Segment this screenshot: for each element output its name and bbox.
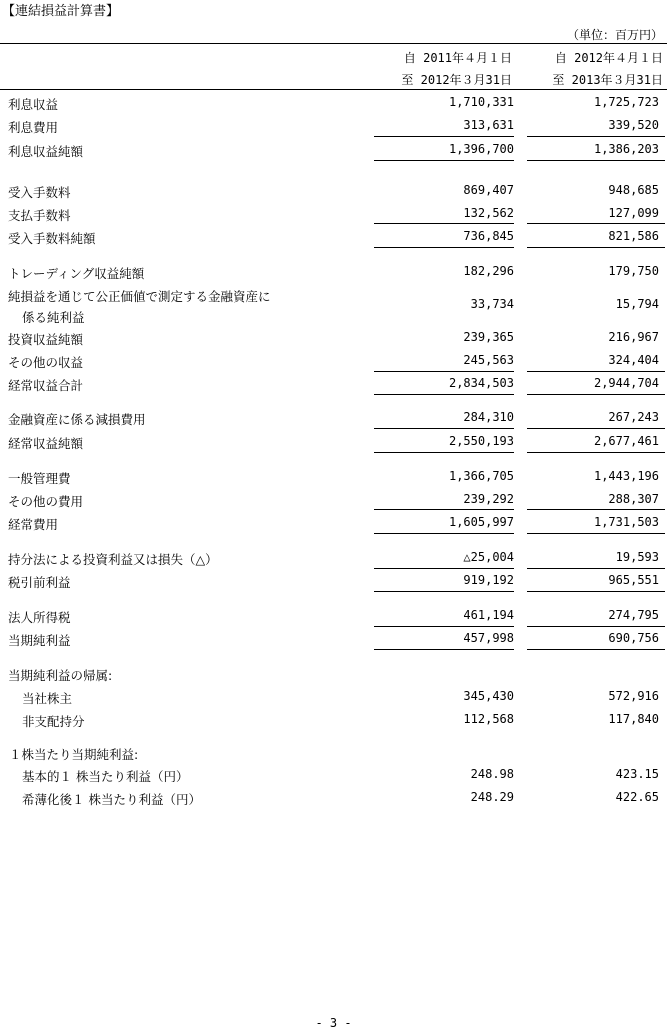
row-value-2013: 274,795 bbox=[608, 608, 659, 622]
row-label: 経常収益合計 bbox=[8, 378, 84, 393]
header-bottom-rule bbox=[0, 89, 667, 90]
row-label: 基本的１ 株当たり利益（円） bbox=[22, 769, 189, 784]
table-row bbox=[0, 181, 667, 203]
row-value-2013: 216,967 bbox=[608, 330, 659, 344]
row-label: その他の収益 bbox=[8, 355, 84, 370]
row-value-2012: 182,296 bbox=[463, 264, 514, 278]
row-label: 当期純利益 bbox=[8, 633, 71, 648]
total-rule bbox=[374, 649, 514, 650]
subtotal-rule bbox=[527, 223, 665, 224]
row-label: 金融資産に係る減損費用 bbox=[8, 412, 146, 427]
total-rule bbox=[374, 394, 514, 395]
row-label: 支払手数料 bbox=[8, 208, 71, 223]
row-label: １株当たり当期純利益: bbox=[9, 747, 139, 762]
row-value-2013: 179,750 bbox=[608, 264, 659, 278]
row-value-2012: 248.98 bbox=[470, 767, 514, 781]
total-rule bbox=[527, 591, 665, 592]
total-rule bbox=[527, 452, 665, 453]
table-row bbox=[0, 606, 667, 628]
table-row bbox=[0, 765, 667, 787]
subtotal-rule bbox=[374, 371, 514, 372]
row-value-2013: 948,685 bbox=[608, 183, 659, 197]
total-rule bbox=[374, 247, 514, 248]
table-row bbox=[0, 513, 667, 535]
col2-period-from: 自 2012年４月１日 bbox=[554, 51, 663, 65]
row-value-2012: 33,734 bbox=[470, 297, 514, 311]
row-value-2012: 239,292 bbox=[463, 492, 514, 506]
col2-period-to: 至 2013年３月31日 bbox=[552, 73, 663, 87]
total-rule bbox=[527, 394, 665, 395]
row-label: 投資収益純額 bbox=[8, 332, 84, 347]
total-rule bbox=[374, 452, 514, 453]
table-row bbox=[0, 116, 667, 138]
table-row bbox=[0, 571, 667, 593]
statement-title: 【連結損益計算書】 bbox=[2, 4, 120, 19]
row-value-2012: 245,563 bbox=[463, 353, 514, 367]
row-value-2012: 2,834,503 bbox=[448, 376, 514, 390]
table-row bbox=[0, 262, 667, 284]
row-value-2012: 112,568 bbox=[463, 712, 514, 726]
table-row bbox=[0, 328, 667, 350]
row-label: 経常費用 bbox=[8, 517, 59, 532]
row-label: 非支配持分 bbox=[22, 714, 85, 729]
subtotal-rule bbox=[374, 626, 514, 627]
subtotal-rule bbox=[527, 136, 665, 137]
table-row bbox=[0, 374, 667, 396]
total-rule bbox=[527, 160, 665, 161]
row-label: 受入手数料 bbox=[8, 185, 71, 200]
table-row bbox=[0, 788, 667, 810]
subtotal-rule bbox=[527, 371, 665, 372]
table-row bbox=[0, 710, 667, 732]
subtotal-rule bbox=[374, 568, 514, 569]
table-row bbox=[0, 629, 667, 651]
row-value-2013: 690,756 bbox=[608, 631, 659, 645]
row-label: 利息収益 bbox=[8, 97, 59, 112]
row-value-2012: 284,310 bbox=[463, 410, 514, 424]
row-value-2013: 572,916 bbox=[608, 689, 659, 703]
row-value-2012: 239,365 bbox=[463, 330, 514, 344]
row-label: 希薄化後１ 株当たり利益（円） bbox=[22, 792, 201, 807]
row-label: 受入手数料純額 bbox=[8, 231, 96, 246]
header-top-rule bbox=[0, 43, 667, 44]
table-row bbox=[0, 93, 667, 115]
page-number: - 3 - bbox=[315, 1016, 352, 1030]
row-label: その他の費用 bbox=[8, 494, 84, 509]
row-value-2013: 1,731,503 bbox=[593, 515, 659, 529]
table-row bbox=[0, 140, 667, 162]
row-value-2012: 1,605,997 bbox=[448, 515, 514, 529]
row-value-2013: 339,520 bbox=[608, 118, 659, 132]
row-value-2013: 127,099 bbox=[608, 206, 659, 220]
row-value-2012: 1,710,331 bbox=[448, 95, 514, 109]
row-value-2013: 288,307 bbox=[608, 492, 659, 506]
row-value-2013: 2,677,461 bbox=[593, 434, 659, 448]
table-row bbox=[0, 548, 667, 570]
row-value-2013: 1,443,196 bbox=[593, 469, 659, 483]
subtotal-rule bbox=[374, 223, 514, 224]
row-value-2012: 2,550,193 bbox=[448, 434, 514, 448]
table-row bbox=[0, 687, 667, 709]
row-value-2013: 821,586 bbox=[608, 229, 659, 243]
row-value-2012: 132,562 bbox=[463, 206, 514, 220]
unit-label: （単位：百万円） bbox=[566, 28, 663, 42]
row-value-2012: 736,845 bbox=[463, 229, 514, 243]
row-value-2012: 248.29 bbox=[470, 790, 514, 804]
col1-period-from: 自 2011年４月１日 bbox=[403, 51, 512, 65]
subtotal-rule bbox=[527, 568, 665, 569]
row-label: 法人所得税 bbox=[8, 610, 71, 625]
total-rule bbox=[527, 533, 665, 534]
col1-period-to: 至 2012年３月31日 bbox=[401, 73, 512, 87]
table-row bbox=[0, 227, 667, 249]
row-label: トレーディング収益純額 bbox=[8, 266, 145, 281]
subtotal-rule bbox=[374, 428, 514, 429]
row-value-2013: 1,725,723 bbox=[593, 95, 659, 109]
row-label: 税引前利益 bbox=[8, 575, 71, 590]
total-rule bbox=[374, 533, 514, 534]
table-row bbox=[0, 351, 667, 373]
row-value-2013: 2,944,704 bbox=[593, 376, 659, 390]
row-value-2012: 461,194 bbox=[463, 608, 514, 622]
row-value-2012: 869,407 bbox=[463, 183, 514, 197]
row-value-2013: 267,243 bbox=[608, 410, 659, 424]
row-value-2012: 313,631 bbox=[463, 118, 514, 132]
subtotal-rule bbox=[527, 509, 665, 510]
row-label: 利息費用 bbox=[8, 120, 59, 135]
row-label: 経常収益純額 bbox=[8, 436, 84, 451]
table-row bbox=[0, 467, 667, 489]
table-row bbox=[0, 432, 667, 454]
row-value-2013: 117,840 bbox=[608, 712, 659, 726]
table-row bbox=[0, 297, 667, 326]
row-value-2012: 1,396,700 bbox=[448, 142, 514, 156]
table-row bbox=[0, 664, 667, 686]
row-value-2012: △25,004 bbox=[463, 550, 514, 564]
row-value-2013: 15,794 bbox=[615, 297, 659, 311]
row-value-2013: 324,404 bbox=[608, 353, 659, 367]
row-value-2013: 423.15 bbox=[615, 767, 659, 781]
row-label: 係る純利益 bbox=[22, 310, 85, 325]
subtotal-rule bbox=[374, 509, 514, 510]
row-value-2013: 19,593 bbox=[615, 550, 659, 564]
row-value-2012: 919,192 bbox=[463, 573, 514, 587]
row-value-2013: 1,386,203 bbox=[593, 142, 659, 156]
table-row bbox=[0, 743, 667, 765]
row-value-2012: 457,998 bbox=[463, 631, 514, 645]
total-rule bbox=[527, 247, 665, 248]
row-label: 当期純利益の帰属: bbox=[8, 668, 113, 683]
subtotal-rule bbox=[527, 626, 665, 627]
total-rule bbox=[374, 591, 514, 592]
subtotal-rule bbox=[374, 136, 514, 137]
row-label: 利息収益純額 bbox=[8, 144, 84, 159]
row-label: 純損益を通じて公正価値で測定する金融資産に bbox=[8, 289, 271, 304]
total-rule bbox=[374, 160, 514, 161]
row-value-2012: 1,366,705 bbox=[448, 469, 514, 483]
row-label: 一般管理費 bbox=[8, 471, 71, 486]
row-label: 持分法による投資利益又は損失（△） bbox=[8, 552, 218, 567]
row-value-2013: 422.65 bbox=[615, 790, 659, 804]
row-value-2013: 965,551 bbox=[608, 573, 659, 587]
total-rule bbox=[527, 649, 665, 650]
row-value-2012: 345,430 bbox=[463, 689, 514, 703]
table-row bbox=[0, 408, 667, 430]
subtotal-rule bbox=[527, 428, 665, 429]
row-label: 当社株主 bbox=[22, 691, 73, 706]
